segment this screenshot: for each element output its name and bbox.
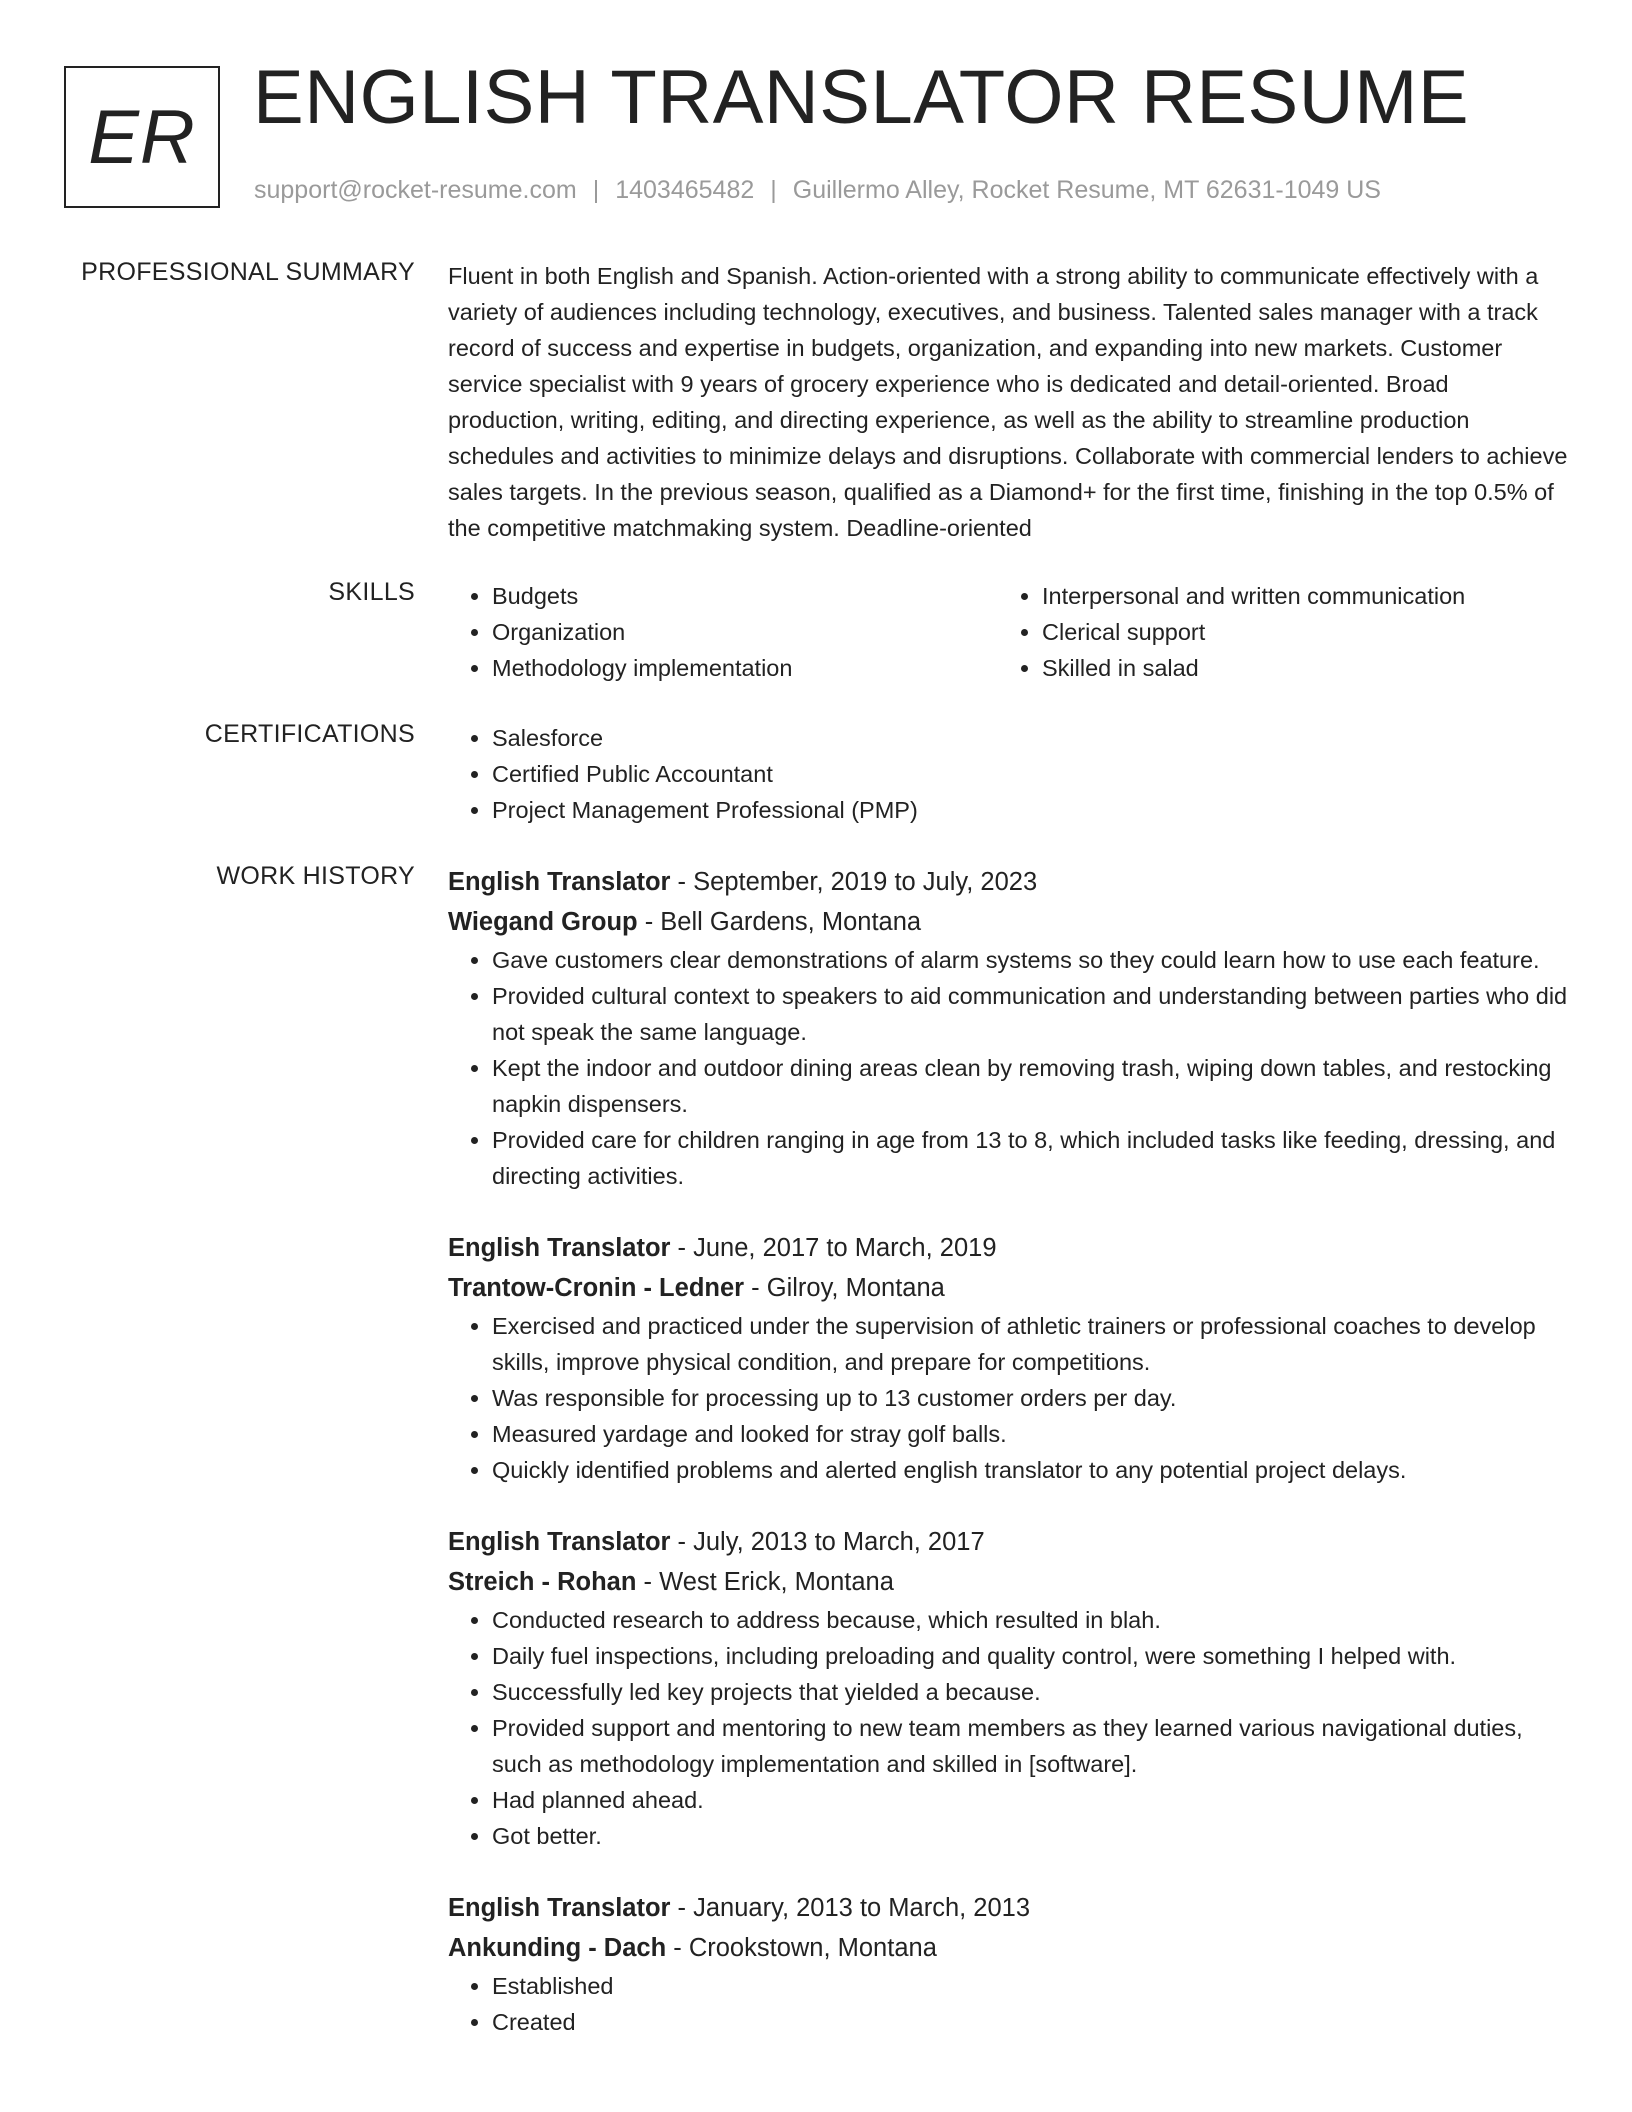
job-bullets <box>448 1602 1570 1854</box>
skill-item: • Organization <box>492 614 998 650</box>
job-bullet: • Quickly identified problems and alerted english translator to any potential project delays. <box>492 1452 1570 1488</box>
certification-item: • Certified Public Accountant <box>492 756 1570 792</box>
contact-line <box>254 176 1381 205</box>
job-entry <box>448 1522 1570 1854</box>
contact-address: Guillermo Alley, Rocket Resume, MT 62631-1049 US <box>792 176 1381 204</box>
job-bullet: • Had planned ahead. <box>492 1782 1570 1818</box>
job-dates: - June, 2017 to March, 2019 <box>670 1234 997 1262</box>
contact-phone[interactable]: 1403465482 <box>615 176 755 204</box>
job-entry <box>448 1228 1570 1488</box>
job-company: Wiegand Group <box>448 908 638 936</box>
work-history-body <box>448 862 1570 2074</box>
job-entry <box>448 1888 1570 2040</box>
job-bullet: • Provided support and mentoring to new team members as they learned various navigational duties, such as methodology implementation and skilled in [software]. <box>492 1710 1570 1782</box>
resume-title: ENGLISH TRANSLATOR RESUME <box>253 55 1470 140</box>
job-location: - Bell Gardens, Montana <box>637 908 922 936</box>
job-bullets <box>448 1968 1570 2040</box>
job-bullets <box>448 942 1570 1194</box>
job-company-line <box>448 1562 1570 1602</box>
job-title-line <box>448 1228 1570 1268</box>
certification-item: • Project Management Professional (PMP) <box>492 792 1570 828</box>
job-bullet: • Successfully led key projects that yielded a because. <box>492 1674 1570 1710</box>
job-company: Streich - Rohan <box>448 1568 637 1596</box>
job-dates: - July, 2013 to March, 2017 <box>670 1528 985 1556</box>
job-title-line <box>448 1888 1570 1928</box>
skill-item: • Skilled in salad <box>1042 650 1548 686</box>
job-dates: - January, 2013 to March, 2013 <box>670 1894 1031 1922</box>
section-label-certifications: CERTIFICATIONS <box>204 720 415 748</box>
job-bullet: • Exercised and practiced under the supervision of athletic trainers or professional coaches to develop skills, improve physical condition, and prepare for competitions. <box>492 1308 1570 1380</box>
job-title: English Translator <box>448 1528 671 1556</box>
summary-text: Fluent in both English and Spanish. Action-oriented with a strong ability to communicate effectively with a variety of audiences including technology, executives, and business. Talented sales manager with a track record of success and expertise in budgets, organization, and expanding into new markets. Customer service specialist with 9 years of grocery experience who is dedicated and detail-oriented. Broad production, writing, editing, and directing experience, as well as the ability to streamline production schedules and activities to minimize delays and disruptions. Collaborate with commercial lenders to achieve sales targets. In the previous season, qualified as a Diamond+ for the first time, finishing in the top 0.5% of the competitive matchmaking system. Deadline-oriented <box>448 263 1568 541</box>
job-company-line <box>448 1268 1570 1308</box>
job-title-line <box>448 1522 1570 1562</box>
job-bullet: • Daily fuel inspections, including preloading and quality control, were something I helped with. <box>492 1638 1570 1674</box>
job-title: English Translator <box>448 868 671 896</box>
skills-body <box>448 578 1570 686</box>
job-bullets <box>448 1308 1570 1488</box>
contact-separator: | <box>770 176 777 204</box>
skills-column-1 <box>448 578 998 686</box>
monogram-badge <box>64 66 220 208</box>
skill-item: • Interpersonal and written communication <box>1042 578 1548 614</box>
job-entry <box>448 862 1570 1194</box>
job-company-line <box>448 1928 1570 1968</box>
certifications-body <box>448 720 1570 828</box>
job-title: English Translator <box>448 1894 671 1922</box>
contact-email[interactable]: support@rocket-resume.com <box>254 176 577 204</box>
section-label-work-history: WORK HISTORY <box>216 862 415 890</box>
job-bullet: • Got better. <box>492 1818 1570 1854</box>
job-company: Trantow-Cronin - Ledner <box>448 1274 745 1302</box>
job-bullet: • Created <box>492 2004 1570 2040</box>
job-company-line <box>448 902 1570 942</box>
job-title-line <box>448 862 1570 902</box>
job-bullet: • Provided cultural context to speakers to aid communication and understanding between parties who did not speak the same language. <box>492 978 1570 1050</box>
job-bullet: • Was responsible for processing up to 13 customer orders per day. <box>492 1380 1570 1416</box>
summary-body <box>448 258 1570 546</box>
job-location: - West Erick, Montana <box>636 1568 894 1596</box>
certification-item: • Salesforce <box>492 720 1570 756</box>
job-bullet: • Established <box>492 1968 1570 2004</box>
job-location: - Crookstown, Montana <box>666 1934 937 1962</box>
job-bullet: • Kept the indoor and outdoor dining areas clean by removing trash, wiping down tables, and restocking napkin dispensers. <box>492 1050 1570 1122</box>
job-bullet: • Gave customers clear demonstrations of alarm systems so they could learn how to use each feature. <box>492 942 1570 978</box>
skill-item: • Methodology implementation <box>492 650 998 686</box>
contact-separator: | <box>592 176 600 204</box>
job-bullet: • Measured yardage and looked for stray golf balls. <box>492 1416 1570 1452</box>
job-title: English Translator <box>448 1234 671 1262</box>
job-bullet: • Conducted research to address because, which resulted in blah. <box>492 1602 1570 1638</box>
skill-item: • Clerical support <box>1042 614 1548 650</box>
section-label-summary: PROFESSIONAL SUMMARY <box>81 258 415 286</box>
monogram-initials: ER <box>88 94 196 180</box>
job-dates: - September, 2019 to July, 2023 <box>670 868 1038 896</box>
job-company: Ankunding - Dach <box>448 1934 667 1962</box>
section-label-skills: SKILLS <box>328 578 415 606</box>
skill-item: • Budgets <box>492 578 998 614</box>
job-location: - Gilroy, Montana <box>744 1274 945 1302</box>
job-bullet: • Provided care for children ranging in age from 13 to 8, which included tasks like feeding, dressing, and directing activities. <box>492 1122 1570 1194</box>
skills-column-2 <box>998 578 1548 686</box>
